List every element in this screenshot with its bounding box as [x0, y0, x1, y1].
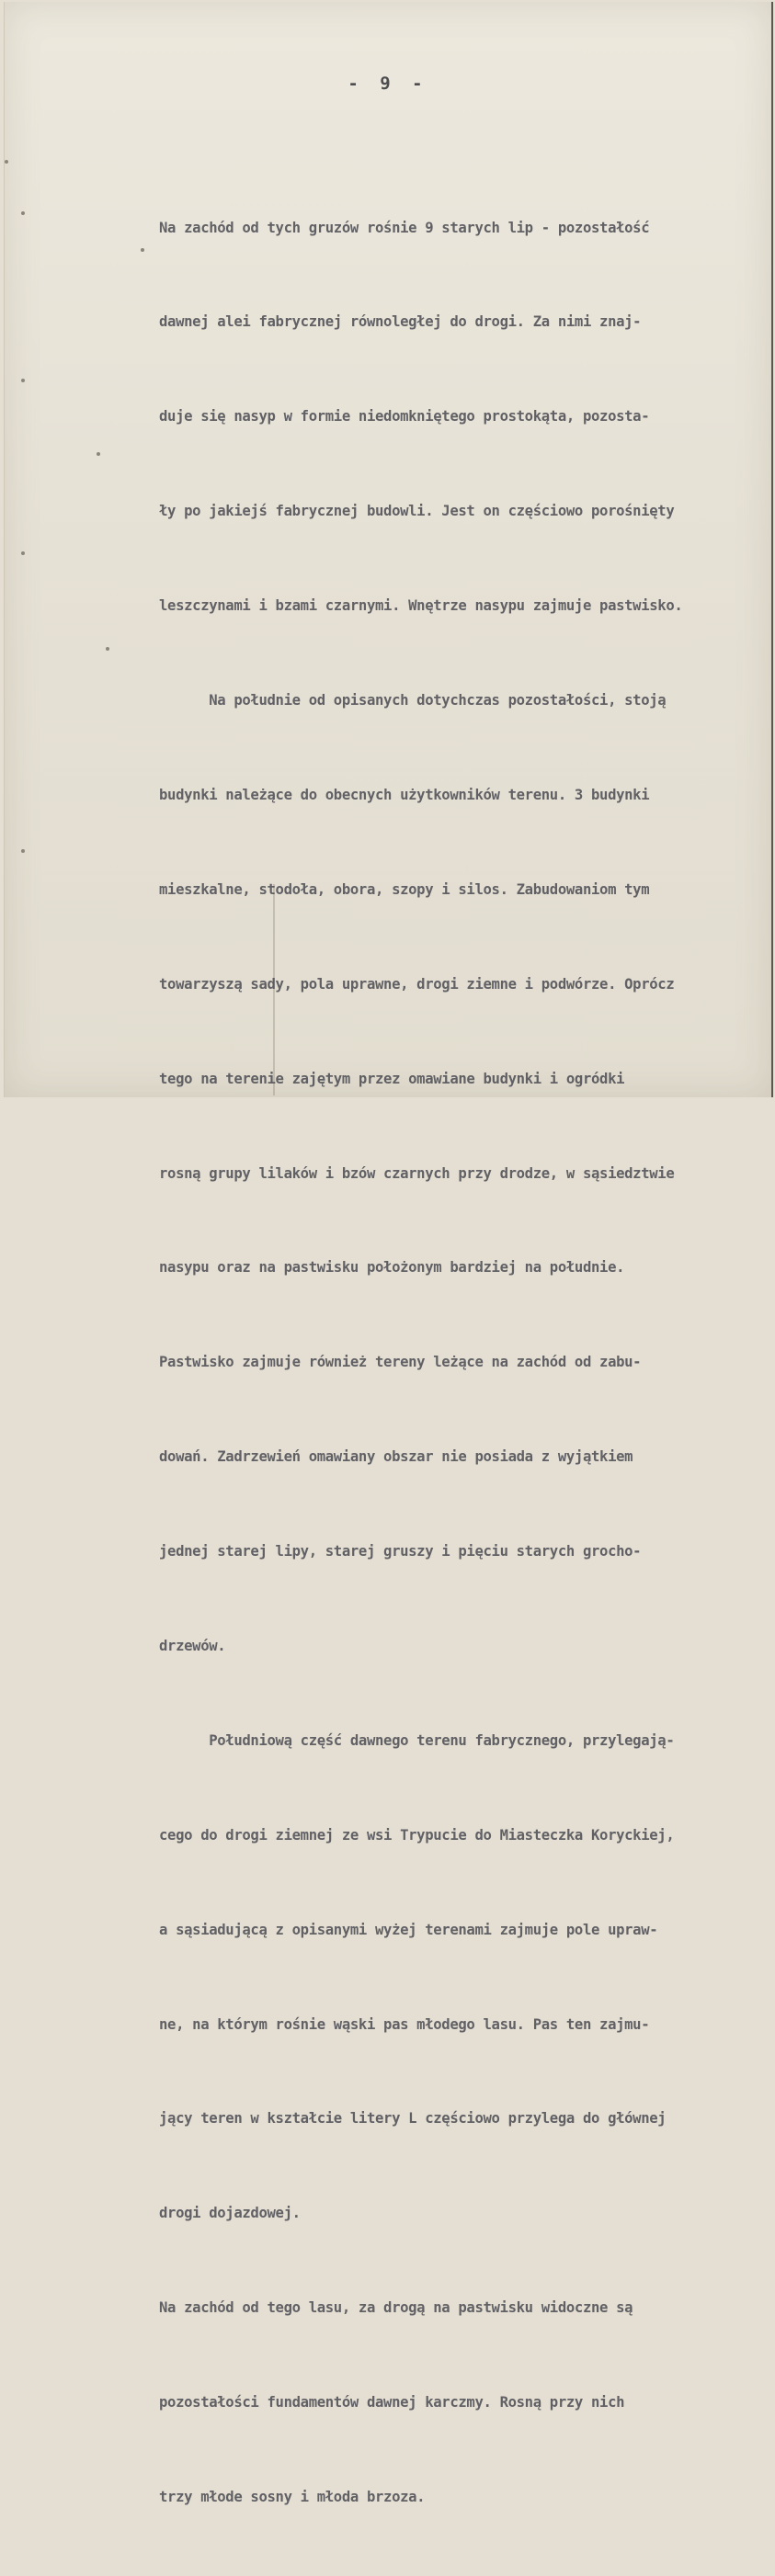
text-line: dowań. Zadrzewień omawiany obszar nie posiada z wyjątkiem [159, 1448, 633, 1466]
text-line: a sąsiadującą z opisanymi wyżej terenami zajmuje pole upraw- [159, 1921, 658, 1938]
document-page [4, 2, 773, 2505]
punch-mark [97, 452, 100, 456]
punch-mark [21, 211, 25, 215]
text-line: pozostałości fundamentów dawnej karczmy. Rosną przy nich [159, 2394, 625, 2411]
document-body [159, 149, 766, 2576]
punch-mark [21, 551, 25, 555]
page-number: - 9 - [348, 74, 428, 94]
text-line: ły po jakiejś fabrycznej budowli. Jest on częściowo porośnięty [159, 503, 675, 520]
text-line: Na południe od opisanych dotychczas pozostałości, stoją [159, 692, 667, 709]
text-line: Pastwisko zajmuje również tereny leżące na zachód od zabu- [159, 1354, 642, 1371]
text-line: leszczynami i bzami czarnymi. Wnętrze nasypu zajmuje pastwisko. [159, 597, 683, 615]
text-line: cego do drogi ziemnej ze wsi Trypucie do Miasteczka Koryckiej, [159, 1826, 675, 1844]
text-line: trzy młode sosny i młoda brzoza. [159, 2488, 426, 2505]
punch-mark [106, 647, 109, 651]
text-line: Południową część dawnego terenu fabrycznego, przylegają- [159, 1731, 675, 1749]
text-line: jednej starej lipy, starej gruszy i pięciu starych grocho- [159, 1543, 642, 1560]
text-line: budynki należące do obecnych użytkowników terenu. 3 budynki [159, 786, 650, 803]
text-line: Na zachód od tych gruzów rośnie 9 starych lip - pozostałość [159, 219, 650, 236]
punch-mark [21, 849, 25, 853]
text-line: drogi dojazdowej. [159, 2205, 301, 2222]
text-line: drzewów. [159, 1637, 226, 1654]
text-line: rosną grupy lilaków i bzów czarnych przy drodze, w sąsiedztwie [159, 1164, 675, 1182]
text-line: dawnej alei fabrycznej równoległej do drogi. Za nimi znaj- [159, 313, 642, 331]
punch-mark [141, 248, 144, 252]
punch-mark [21, 379, 25, 382]
text-line: ne, na którym rośnie wąski pas młodego lasu. Pas ten zajmu- [159, 2015, 650, 2033]
text-line: mieszkalne, stodoła, obora, szopy i silos. Zabudowaniom tym [159, 880, 650, 898]
text-line: duje się nasyp w formie niedomkniętego prostokąta, pozosta- [159, 408, 650, 426]
punch-mark [5, 160, 8, 164]
text-line: Na zachód od tego lasu, za drogą na pastwisku widoczne są [159, 2299, 633, 2317]
text-line: jący teren w kształcie litery L częściowo przylega do głównej [159, 2110, 667, 2128]
text-line: nasypu oraz na pastwisku położonym bardziej na południe. [159, 1259, 625, 1277]
text-line: tego na terenie zajętym przez omawiane budynki i ogródki [159, 1070, 625, 1087]
text-line: towarzyszą sady, pola uprawne, drogi ziemne i podwórze. Oprócz [159, 975, 675, 993]
